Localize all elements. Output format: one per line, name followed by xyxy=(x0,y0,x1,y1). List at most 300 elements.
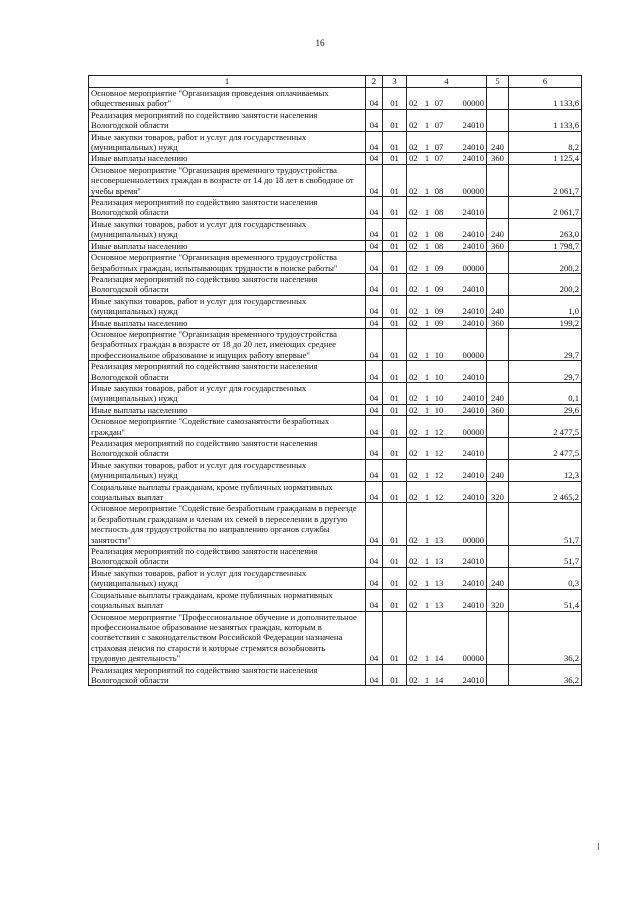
row-amount-cell: 0,3 xyxy=(509,567,582,589)
row-name-cell: Иные выплаты населению xyxy=(89,153,366,164)
target-code-part: 08 xyxy=(434,229,444,240)
target-code-part: 12 xyxy=(434,470,444,481)
target-code-parts xyxy=(409,350,484,360)
row-name-cell: Основное мероприятие "Содействие самозанятости безработных граждан" xyxy=(89,416,366,438)
row-expense-type-cell xyxy=(487,503,509,546)
row-section-cell: 04 xyxy=(366,88,383,110)
target-code-part: 24010 xyxy=(462,492,484,503)
target-code-part: 02 xyxy=(409,492,418,503)
row-subsection-cell: 01 xyxy=(383,459,407,481)
target-code-part: 00000 xyxy=(462,262,484,273)
row-section-cell: 04 xyxy=(366,361,383,383)
target-code-part: 02 xyxy=(409,600,418,611)
target-code-part: 14 xyxy=(434,674,444,685)
row-subsection-cell: 01 xyxy=(383,416,407,438)
row-subsection-cell: 01 xyxy=(383,164,407,196)
target-code-part: 00000 xyxy=(462,534,484,545)
row-target-code-cell xyxy=(407,664,487,686)
target-code-part: 08 xyxy=(434,185,444,196)
row-section-cell: 04 xyxy=(366,589,383,611)
target-code-part: 02 xyxy=(409,578,418,589)
row-target-code-cell xyxy=(407,567,487,589)
target-code-part: 1 xyxy=(424,448,430,459)
target-code-parts xyxy=(409,186,484,196)
row-amount-cell: 12,3 xyxy=(509,459,582,481)
row-target-code-cell xyxy=(407,382,487,404)
row-section-cell: 04 xyxy=(366,382,383,404)
target-code-parts xyxy=(409,578,484,588)
header-col-2: 2 xyxy=(366,76,383,88)
target-code-part: 1 xyxy=(424,600,430,611)
table-row xyxy=(89,295,582,317)
row-amount-cell: 2 061,7 xyxy=(509,164,582,196)
target-code-part: 24010 xyxy=(462,317,484,328)
row-section-cell: 04 xyxy=(366,611,383,664)
row-subsection-cell: 01 xyxy=(383,317,407,328)
row-section-cell: 04 xyxy=(366,664,383,686)
row-expense-type-cell xyxy=(487,664,509,686)
row-name-cell: Основное мероприятие "Организация временного трудоустройства безработных граждан, испытывающих трудности в поиске работы" xyxy=(89,252,366,274)
row-target-code-cell xyxy=(407,131,487,153)
table-row xyxy=(89,109,582,131)
table-row xyxy=(89,88,582,110)
row-name-cell: Основное мероприятие "Организация временного трудоустройства несовершеннолетних граждан в возрасте от 14 до 18 лет в свободное от учебы время" xyxy=(89,164,366,196)
target-code-part: 1 xyxy=(424,492,430,503)
row-amount-cell: 199,2 xyxy=(509,317,582,328)
target-code-part: 07 xyxy=(434,153,444,164)
row-section-cell: 04 xyxy=(366,481,383,503)
target-code-part: 02 xyxy=(409,207,418,218)
row-section-cell: 04 xyxy=(366,328,383,360)
row-subsection-cell: 01 xyxy=(383,567,407,589)
row-expense-type-cell: 360 xyxy=(487,404,509,415)
row-amount-cell: 263,0 xyxy=(509,218,582,240)
table-row xyxy=(89,317,582,328)
target-code-part: 13 xyxy=(434,600,444,611)
row-target-code-cell xyxy=(407,317,487,328)
target-code-part: 24010 xyxy=(462,556,484,567)
target-code-part: 10 xyxy=(434,404,444,415)
table-row xyxy=(89,131,582,153)
table-row xyxy=(89,382,582,404)
target-code-part: 02 xyxy=(409,470,418,481)
table-row xyxy=(89,153,582,164)
target-code-part: 1 xyxy=(424,349,430,360)
row-subsection-cell: 01 xyxy=(383,664,407,686)
row-expense-type-cell xyxy=(487,88,509,110)
row-target-code-cell xyxy=(407,503,487,546)
row-expense-type-cell: 240 xyxy=(487,131,509,153)
row-amount-cell: 2 477,5 xyxy=(509,438,582,460)
target-code-part: 09 xyxy=(434,262,444,273)
target-code-part: 07 xyxy=(434,142,444,153)
row-target-code-cell xyxy=(407,197,487,219)
target-code-parts xyxy=(409,284,484,294)
target-code-part: 09 xyxy=(434,317,444,328)
target-code-part: 1 xyxy=(424,153,430,164)
row-name-cell: Иные закупки товаров, работ и услуг для государственных (муниципальных) нужд xyxy=(89,459,366,481)
row-name-cell: Основное мероприятие "Содействие безработным гражданам в переезде и безработным гражданам и членам их семей в переселении в другую местность для трудоустройства по направлению органов службы занятости" xyxy=(89,503,366,546)
row-name-cell: Основное мероприятие "Организация временного трудоустройства безработных граждан в возрасте от 18 до 20 лет, имеющих среднее профессиональное образование и ищущих работу впервые" xyxy=(89,328,366,360)
row-expense-type-cell: 360 xyxy=(487,240,509,251)
row-subsection-cell: 01 xyxy=(383,197,407,219)
row-section-cell: 04 xyxy=(366,295,383,317)
target-code-parts xyxy=(409,653,484,663)
row-target-code-cell xyxy=(407,459,487,481)
target-code-part: 09 xyxy=(434,306,444,317)
row-name-cell: Реализация мероприятий по содействию занятости населения Вологодской области xyxy=(89,546,366,568)
row-amount-cell: 1,0 xyxy=(509,295,582,317)
target-code-part: 02 xyxy=(409,240,418,251)
row-subsection-cell: 01 xyxy=(383,404,407,415)
row-subsection-cell: 01 xyxy=(383,481,407,503)
row-expense-type-cell xyxy=(487,197,509,219)
row-amount-cell: 1 798,7 xyxy=(509,240,582,251)
row-amount-cell: 29,7 xyxy=(509,328,582,360)
target-code-part: 1 xyxy=(424,229,430,240)
target-code-part: 02 xyxy=(409,448,418,459)
row-target-code-cell xyxy=(407,404,487,415)
target-code-part: 24010 xyxy=(462,674,484,685)
row-expense-type-cell xyxy=(487,546,509,568)
target-code-part: 00000 xyxy=(462,653,484,664)
row-expense-type-cell xyxy=(487,252,509,274)
target-code-parts xyxy=(409,372,484,382)
row-name-cell: Реализация мероприятий по содействию занятости населения Вологодской области xyxy=(89,109,366,131)
target-code-part: 08 xyxy=(434,207,444,218)
target-code-part: 24010 xyxy=(462,578,484,589)
target-code-part: 1 xyxy=(424,371,430,382)
table-row xyxy=(89,567,582,589)
row-subsection-cell: 01 xyxy=(383,328,407,360)
row-amount-cell: 29,6 xyxy=(509,404,582,415)
target-code-part: 24010 xyxy=(462,448,484,459)
target-code-part: 24010 xyxy=(462,371,484,382)
row-amount-cell: 1 133,6 xyxy=(509,109,582,131)
row-section-cell: 04 xyxy=(366,546,383,568)
target-code-part: 07 xyxy=(434,98,444,109)
row-subsection-cell: 01 xyxy=(383,589,407,611)
target-code-part: 02 xyxy=(409,306,418,317)
table-row xyxy=(89,459,582,481)
row-target-code-cell xyxy=(407,546,487,568)
table-body xyxy=(89,88,582,686)
row-section-cell: 04 xyxy=(366,240,383,251)
row-section-cell: 04 xyxy=(366,252,383,274)
target-code-part: 10 xyxy=(434,393,444,404)
row-target-code-cell xyxy=(407,252,487,274)
row-amount-cell: 8,2 xyxy=(509,131,582,153)
row-target-code-cell xyxy=(407,416,487,438)
target-code-part: 1 xyxy=(424,262,430,273)
row-section-cell: 04 xyxy=(366,273,383,295)
target-code-part: 1 xyxy=(424,534,430,545)
target-code-parts xyxy=(409,556,484,566)
header-col-5: 5 xyxy=(487,76,509,88)
table-row xyxy=(89,416,582,438)
target-code-part: 1 xyxy=(424,404,430,415)
row-amount-cell: 2 061,7 xyxy=(509,197,582,219)
target-code-part: 00000 xyxy=(462,185,484,196)
target-code-part: 24010 xyxy=(462,229,484,240)
target-code-part: 02 xyxy=(409,426,418,437)
row-amount-cell: 2 477,5 xyxy=(509,416,582,438)
row-target-code-cell xyxy=(407,361,487,383)
target-code-part: 24010 xyxy=(462,207,484,218)
row-amount-cell: 51,4 xyxy=(509,589,582,611)
row-expense-type-cell: 240 xyxy=(487,459,509,481)
row-section-cell: 04 xyxy=(366,153,383,164)
row-expense-type-cell xyxy=(487,416,509,438)
target-code-part: 1 xyxy=(424,674,430,685)
target-code-part: 1 xyxy=(424,240,430,251)
target-code-part: 1 xyxy=(424,578,430,589)
target-code-part: 10 xyxy=(434,349,444,360)
row-expense-type-cell: 240 xyxy=(487,382,509,404)
table-row xyxy=(89,481,582,503)
row-name-cell: Социальные выплаты гражданам, кроме публичных нормативных социальных выплат xyxy=(89,481,366,503)
table-row xyxy=(89,611,582,664)
target-code-part: 24010 xyxy=(462,142,484,153)
row-section-cell: 04 xyxy=(366,164,383,196)
header-col-1: 1 xyxy=(89,76,366,88)
header-col-3: 3 xyxy=(383,76,407,88)
row-name-cell: Иные закупки товаров, работ и услуг для государственных (муниципальных) нужд xyxy=(89,567,366,589)
table-row xyxy=(89,361,582,383)
target-code-part: 1 xyxy=(424,142,430,153)
target-code-part: 00000 xyxy=(462,426,484,437)
target-code-parts xyxy=(409,470,484,480)
row-section-cell: 04 xyxy=(366,109,383,131)
target-code-part: 1 xyxy=(424,207,430,218)
row-amount-cell: 0,1 xyxy=(509,382,582,404)
target-code-part: 02 xyxy=(409,534,418,545)
target-code-parts xyxy=(409,120,484,130)
target-code-parts xyxy=(409,448,484,458)
row-name-cell: Иные закупки товаров, работ и услуг для государственных (муниципальных) нужд xyxy=(89,382,366,404)
target-code-part: 02 xyxy=(409,185,418,196)
target-code-part: 02 xyxy=(409,371,418,382)
row-amount-cell: 51,7 xyxy=(509,546,582,568)
row-section-cell: 04 xyxy=(366,459,383,481)
row-amount-cell: 36,2 xyxy=(509,664,582,686)
target-code-part: 02 xyxy=(409,153,418,164)
target-code-part: 00000 xyxy=(462,98,484,109)
row-amount-cell: 1 133,6 xyxy=(509,88,582,110)
row-expense-type-cell xyxy=(487,361,509,383)
row-amount-cell: 200,2 xyxy=(509,252,582,274)
row-name-cell: Реализация мероприятий по содействию занятости населения Вологодской области xyxy=(89,438,366,460)
target-code-part: 02 xyxy=(409,229,418,240)
target-code-part: 24010 xyxy=(462,470,484,481)
row-subsection-cell: 01 xyxy=(383,382,407,404)
row-target-code-cell xyxy=(407,240,487,251)
row-section-cell: 04 xyxy=(366,131,383,153)
target-code-part: 1 xyxy=(424,426,430,437)
target-code-part: 02 xyxy=(409,653,418,664)
target-code-parts xyxy=(409,142,484,152)
row-name-cell: Иные выплаты населению xyxy=(89,240,366,251)
table-row xyxy=(89,328,582,360)
table-row xyxy=(89,503,582,546)
row-expense-type-cell: 240 xyxy=(487,567,509,589)
target-code-parts xyxy=(409,535,484,545)
page-number: 16 xyxy=(315,38,325,48)
row-expense-type-cell xyxy=(487,164,509,196)
target-code-part: 12 xyxy=(434,426,444,437)
row-amount-cell: 36,2 xyxy=(509,611,582,664)
row-subsection-cell: 01 xyxy=(383,153,407,164)
table-row xyxy=(89,589,582,611)
target-code-parts xyxy=(409,427,484,437)
row-subsection-cell: 01 xyxy=(383,295,407,317)
row-target-code-cell xyxy=(407,88,487,110)
target-code-part: 24010 xyxy=(462,393,484,404)
target-code-part: 1 xyxy=(424,120,430,131)
row-expense-type-cell: 360 xyxy=(487,317,509,328)
target-code-part: 1 xyxy=(424,470,430,481)
target-code-parts xyxy=(409,229,484,239)
row-subsection-cell: 01 xyxy=(383,240,407,251)
target-code-part: 02 xyxy=(409,284,418,295)
target-code-part: 00000 xyxy=(462,349,484,360)
target-code-part: 02 xyxy=(409,98,418,109)
row-name-cell: Социальные выплаты гражданам, кроме публичных нормативных социальных выплат xyxy=(89,589,366,611)
target-code-part: 02 xyxy=(409,317,418,328)
target-code-part: 02 xyxy=(409,556,418,567)
row-name-cell: Иные закупки товаров, работ и услуг для государственных (муниципальных) нужд xyxy=(89,131,366,153)
table-row xyxy=(89,240,582,251)
row-target-code-cell xyxy=(407,328,487,360)
row-expense-type-cell: 360 xyxy=(487,153,509,164)
row-subsection-cell: 01 xyxy=(383,252,407,274)
row-subsection-cell: 01 xyxy=(383,546,407,568)
target-code-part: 02 xyxy=(409,120,418,131)
row-amount-cell: 200,2 xyxy=(509,273,582,295)
target-code-part: 10 xyxy=(434,371,444,382)
row-subsection-cell: 01 xyxy=(383,88,407,110)
target-code-part: 02 xyxy=(409,674,418,685)
table-row xyxy=(89,438,582,460)
target-code-part: 12 xyxy=(434,448,444,459)
row-expense-type-cell: 320 xyxy=(487,481,509,503)
row-target-code-cell xyxy=(407,295,487,317)
header-col-4: 4 xyxy=(407,76,487,88)
row-name-cell: Иные закупки товаров, работ и услуг для государственных (муниципальных) нужд xyxy=(89,218,366,240)
target-code-part: 1 xyxy=(424,98,430,109)
target-code-part: 13 xyxy=(434,578,444,589)
row-target-code-cell xyxy=(407,273,487,295)
row-name-cell: Основное мероприятие "Организация проведения оплачиваемых общественных работ" xyxy=(89,88,366,110)
target-code-part: 24010 xyxy=(462,404,484,415)
row-section-cell: 04 xyxy=(366,567,383,589)
target-code-part: 08 xyxy=(434,240,444,251)
target-code-part: 1 xyxy=(424,317,430,328)
row-section-cell: 04 xyxy=(366,317,383,328)
table-row xyxy=(89,218,582,240)
target-code-parts xyxy=(409,492,484,502)
target-code-part: 1 xyxy=(424,653,430,664)
row-target-code-cell xyxy=(407,109,487,131)
target-code-part: 1 xyxy=(424,556,430,567)
target-code-part: 09 xyxy=(434,284,444,295)
target-code-parts xyxy=(409,405,484,415)
target-code-parts xyxy=(409,207,484,217)
table-row xyxy=(89,252,582,274)
row-name-cell: Реализация мероприятий по содействию занятости населения Вологодской области xyxy=(89,197,366,219)
row-section-cell: 04 xyxy=(366,503,383,546)
table-row xyxy=(89,546,582,568)
row-expense-type-cell xyxy=(487,109,509,131)
target-code-part: 1 xyxy=(424,393,430,404)
row-target-code-cell xyxy=(407,589,487,611)
target-code-part: 02 xyxy=(409,349,418,360)
row-name-cell: Реализация мероприятий по содействию занятости населения Вологодской области xyxy=(89,664,366,686)
table-row xyxy=(89,197,582,219)
target-code-part: 1 xyxy=(424,306,430,317)
target-code-part: 13 xyxy=(434,534,444,545)
row-name-cell: Реализация мероприятий по содействию занятости населения Вологодской области xyxy=(89,273,366,295)
row-subsection-cell: 01 xyxy=(383,361,407,383)
target-code-parts xyxy=(409,393,484,403)
row-subsection-cell: 01 xyxy=(383,503,407,546)
target-code-part: 24010 xyxy=(462,120,484,131)
table-row xyxy=(89,164,582,196)
target-code-part: 12 xyxy=(434,492,444,503)
target-code-part: 24010 xyxy=(462,306,484,317)
row-subsection-cell: 01 xyxy=(383,218,407,240)
budget-table xyxy=(88,75,582,686)
target-code-part: 24010 xyxy=(462,600,484,611)
row-expense-type-cell xyxy=(487,438,509,460)
row-subsection-cell: 01 xyxy=(383,273,407,295)
row-expense-type-cell xyxy=(487,328,509,360)
target-code-part: 02 xyxy=(409,404,418,415)
row-target-code-cell xyxy=(407,153,487,164)
target-code-parts xyxy=(409,153,484,163)
row-section-cell: 04 xyxy=(366,438,383,460)
row-target-code-cell xyxy=(407,218,487,240)
table-row xyxy=(89,404,582,415)
row-name-cell: Основное мероприятие "Профессиональное обучение и дополнительное профессиональное образование незанятых граждан, которым в соответствии с законодательством Российской Федерации назначена страховая пенсия по старости и которые стремятся возобновить трудовую деятельность" xyxy=(89,611,366,664)
header-col-6: 6 xyxy=(509,76,582,88)
table-header-row xyxy=(89,76,582,88)
row-subsection-cell: 01 xyxy=(383,611,407,664)
row-target-code-cell xyxy=(407,481,487,503)
table-row xyxy=(89,273,582,295)
target-code-parts xyxy=(409,600,484,610)
row-section-cell: 04 xyxy=(366,416,383,438)
row-amount-cell: 29,7 xyxy=(509,361,582,383)
target-code-parts xyxy=(409,675,484,685)
target-code-part: 13 xyxy=(434,556,444,567)
target-code-part: 14 xyxy=(434,653,444,664)
target-code-part: 24010 xyxy=(462,284,484,295)
row-expense-type-cell: 240 xyxy=(487,295,509,317)
row-subsection-cell: 01 xyxy=(383,131,407,153)
target-code-part: 02 xyxy=(409,262,418,273)
target-code-parts xyxy=(409,318,484,328)
target-code-part: 24010 xyxy=(462,153,484,164)
row-subsection-cell: 01 xyxy=(383,438,407,460)
row-expense-type-cell: 240 xyxy=(487,218,509,240)
row-target-code-cell xyxy=(407,164,487,196)
row-name-cell: Иные выплаты населению xyxy=(89,317,366,328)
row-amount-cell: 1 125,4 xyxy=(509,153,582,164)
row-section-cell: 04 xyxy=(366,218,383,240)
row-amount-cell: 2 465,2 xyxy=(509,481,582,503)
target-code-part: 02 xyxy=(409,142,418,153)
